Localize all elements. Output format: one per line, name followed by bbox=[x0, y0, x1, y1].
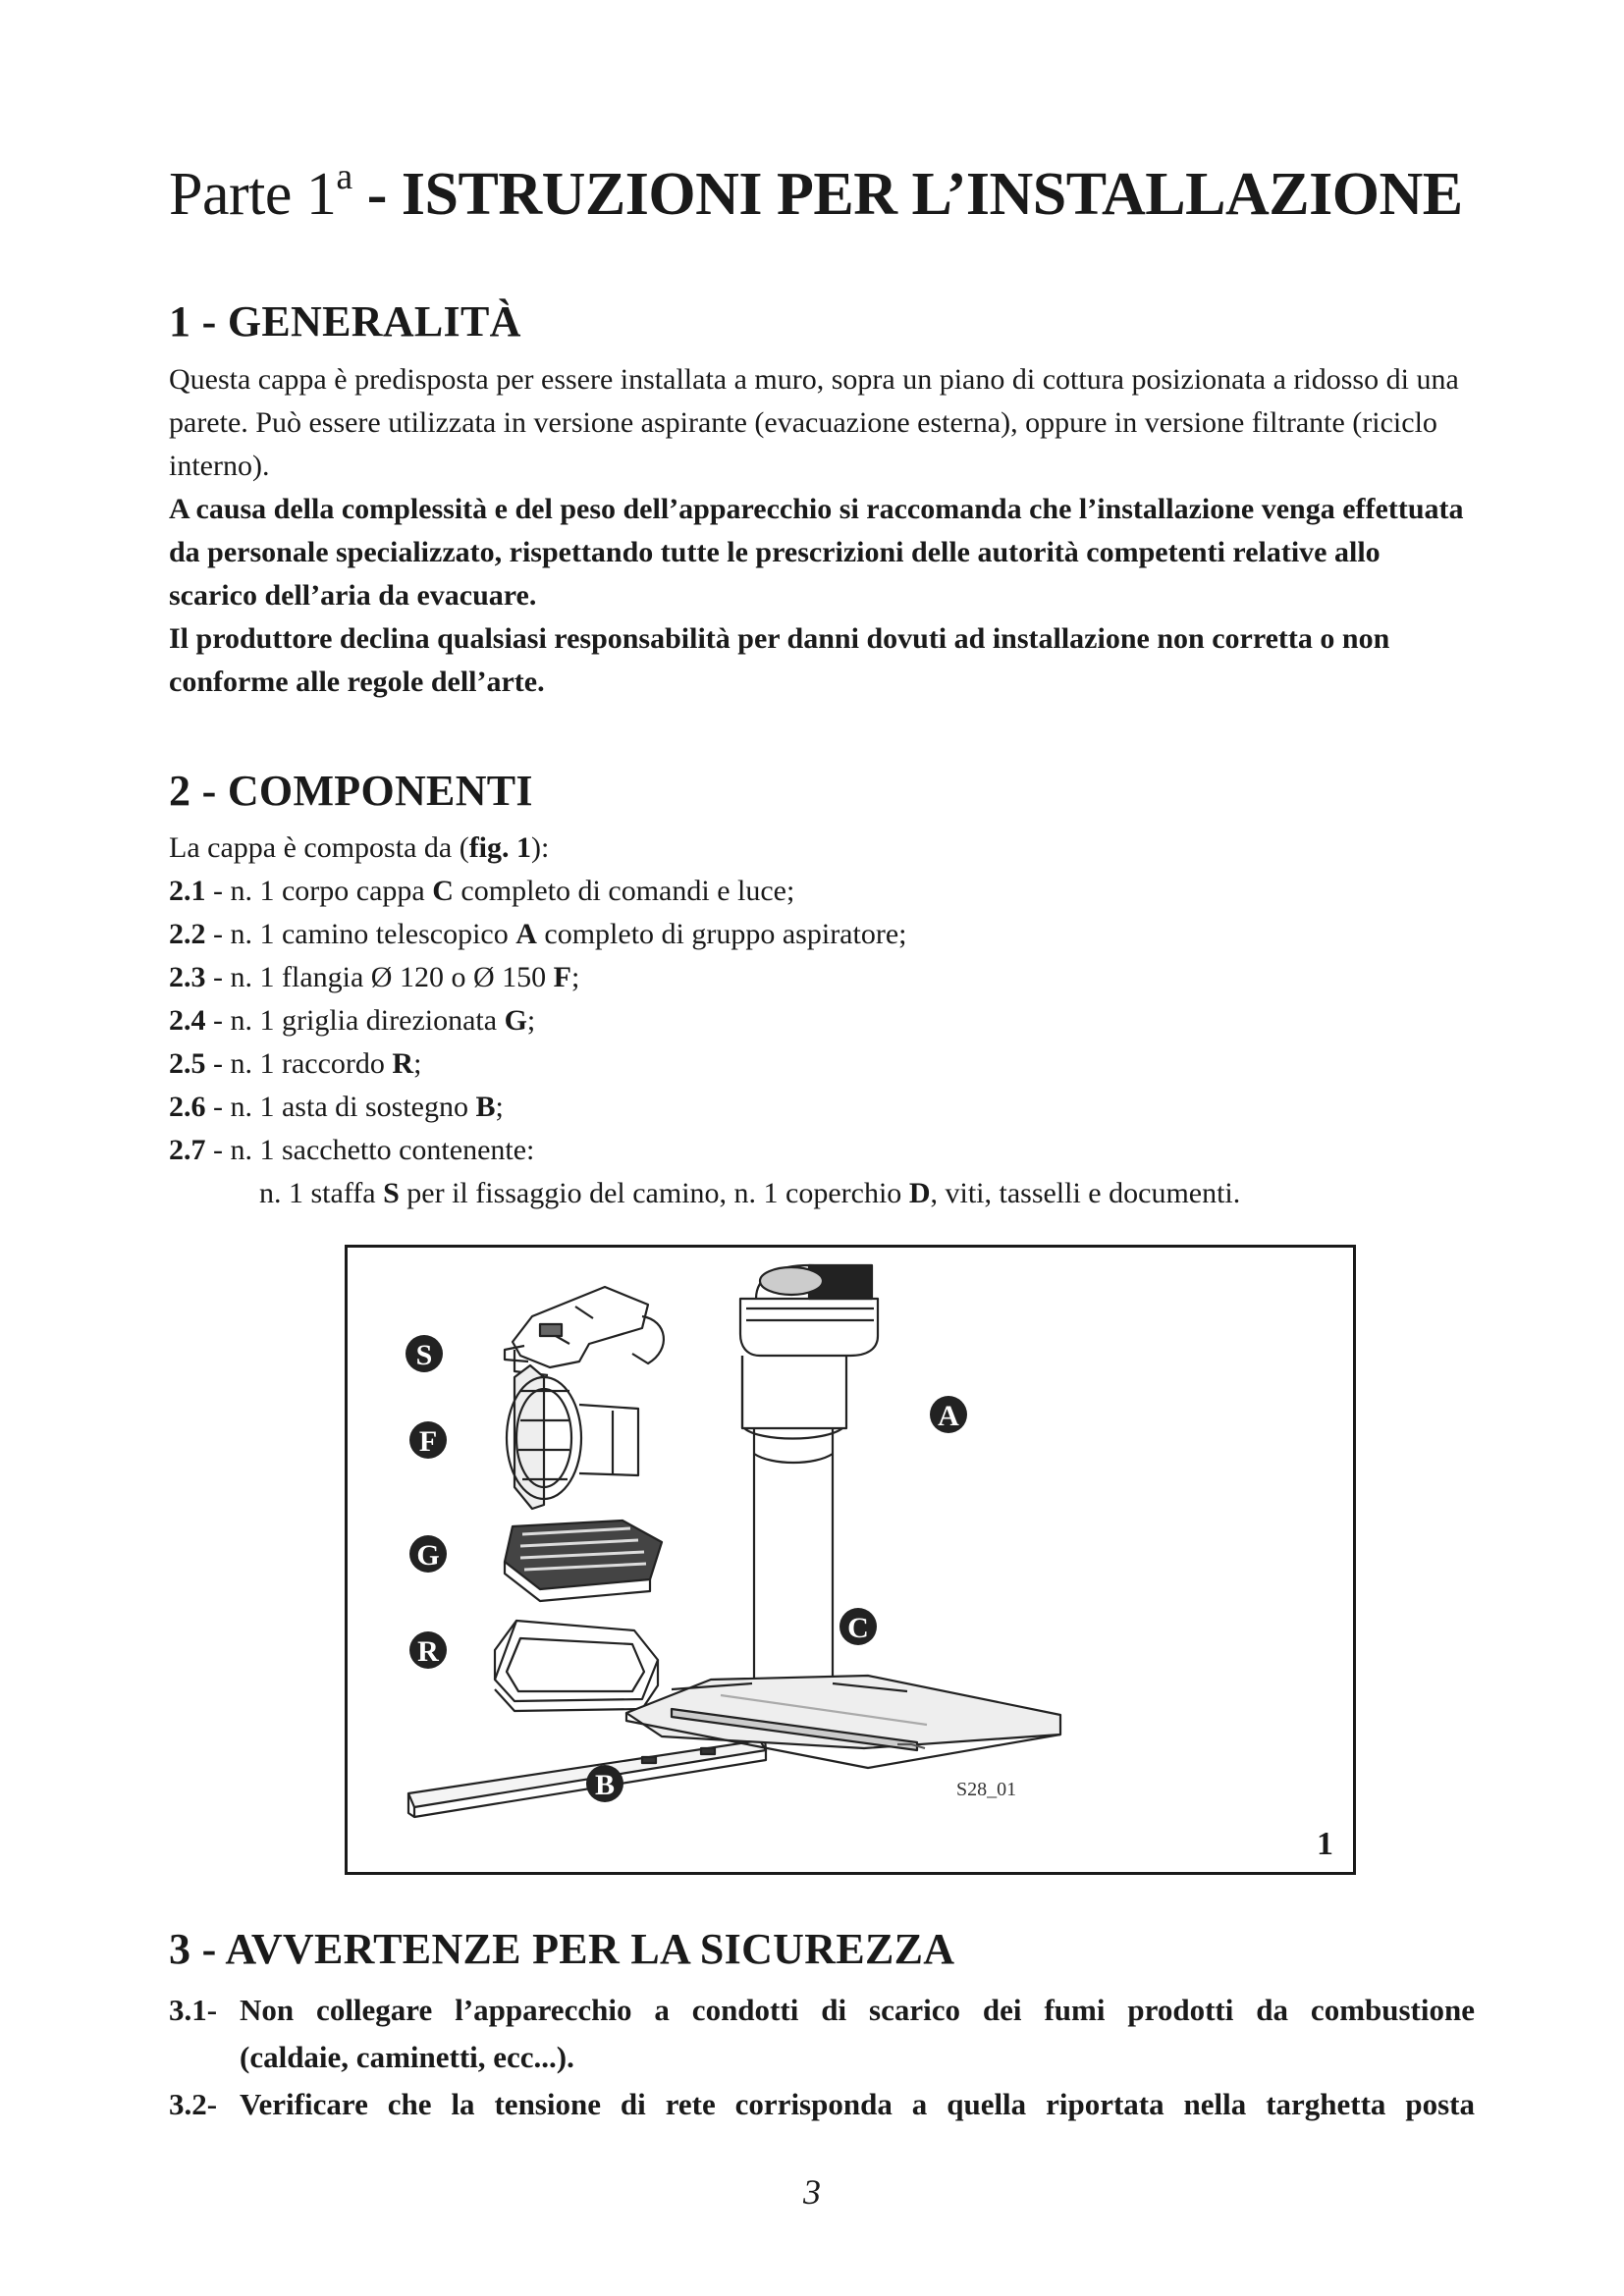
callout-b bbox=[586, 1765, 623, 1802]
grill-g-drawing bbox=[505, 1521, 662, 1601]
svg-text:F: F bbox=[418, 1425, 438, 1458]
callout-c bbox=[839, 1608, 877, 1645]
component-item: 2.5 - n. 1 raccordo R; bbox=[169, 1047, 422, 1080]
components-illustration bbox=[348, 1248, 1353, 1872]
section-1-body bbox=[169, 358, 1475, 704]
flange-f-drawing bbox=[507, 1365, 638, 1509]
component-item: 2.4 - n. 1 griglia direzionata G; bbox=[169, 1004, 536, 1037]
callout-f bbox=[409, 1421, 447, 1459]
safety-warnings bbox=[169, 1987, 1475, 2128]
page-number: 3 bbox=[803, 2172, 821, 2212]
title-lead: Parte 1 bbox=[169, 161, 337, 228]
figure-reference: fig. 1 bbox=[468, 831, 532, 864]
component-item: 2.7 - n. 1 sacchetto contenente: bbox=[169, 1134, 535, 1166]
figure-1 bbox=[345, 1245, 1356, 1875]
svg-text:A: A bbox=[938, 1400, 959, 1432]
title-superscript: a bbox=[336, 156, 352, 197]
components-intro: La cappa è composta da (fig. 1): bbox=[169, 831, 550, 864]
page-title bbox=[169, 157, 1463, 228]
chimney-a-drawing bbox=[740, 1265, 878, 1718]
warning-item-3-2: 3.2- Verificare che la tensione di rete corrisponda a quella riportata nella targhetta posta bbox=[169, 2087, 1475, 2121]
svg-text:B: B bbox=[594, 1769, 616, 1801]
section-1-paragraph-2: A causa della complessità e del peso dell’apparecchio si raccomanda che l’installazione venga effettuata da personale specializzato, rispettando tutte le prescrizioni delle autorità competenti relative allo scarico dell’aria da evacuare. bbox=[169, 493, 1464, 612]
svg-text:G: G bbox=[416, 1539, 440, 1572]
section-1-paragraph-3: Il produttore declina qualsiasi responsabilità per danni dovuti ad installazione non corretta o non conforme alle regole dell’arte. bbox=[169, 622, 1390, 698]
connector-r-drawing bbox=[495, 1621, 658, 1711]
components-list bbox=[169, 827, 1475, 1215]
svg-text:R: R bbox=[417, 1635, 439, 1668]
component-item: 2.6 - n. 1 asta di sostegno B; bbox=[169, 1091, 504, 1123]
callout-a bbox=[930, 1396, 967, 1433]
figure-code: S28_01 bbox=[956, 1779, 1017, 1800]
section-2-heading: 2 - COMPONENTI bbox=[169, 767, 533, 815]
callout-s bbox=[406, 1335, 443, 1372]
component-item: 2.3 - n. 1 flangia Ø 120 o Ø 150 F; bbox=[169, 961, 580, 993]
section-3-heading: 3 - AVVERTENZE PER LA SICUREZZA bbox=[169, 1925, 955, 1973]
component-item: 2.2 - n. 1 camino telescopico A completo di gruppo aspiratore; bbox=[169, 918, 907, 950]
component-sub-item: n. 1 staffa S per il fissaggio del camino, n. 1 coperchio D, viti, tasselli e documenti. bbox=[259, 1177, 1241, 1209]
svg-text:C: C bbox=[847, 1612, 869, 1644]
section-1-paragraph-1: Questa cappa è predisposta per essere installata a muro, sopra un piano di cottura posizionata a ridosso di una parete. Può essere utilizzata in versione aspirante (evacuazione esterna), oppure in versione filtrante (riciclo interno). bbox=[169, 363, 1459, 482]
callout-g bbox=[409, 1535, 447, 1573]
warning-item-3-1: 3.1- Non collegare l’apparecchio a condotti di scarico dei fumi prodotti da combustione (caldaie, caminetti, ecc...). bbox=[169, 1993, 1475, 2074]
svg-text:S: S bbox=[415, 1339, 433, 1371]
callout-r bbox=[409, 1631, 447, 1669]
bracket-s-drawing bbox=[505, 1287, 664, 1375]
component-item: 2.1 - n. 1 corpo cappa C completo di comandi e luce; bbox=[169, 875, 795, 907]
figure-number: 1 bbox=[1317, 1826, 1333, 1862]
title-strong: - ISTRUZIONI PER L’INSTALLAZIONE bbox=[366, 161, 1463, 228]
section-1-heading: 1 - GENERALITÀ bbox=[169, 297, 521, 346]
